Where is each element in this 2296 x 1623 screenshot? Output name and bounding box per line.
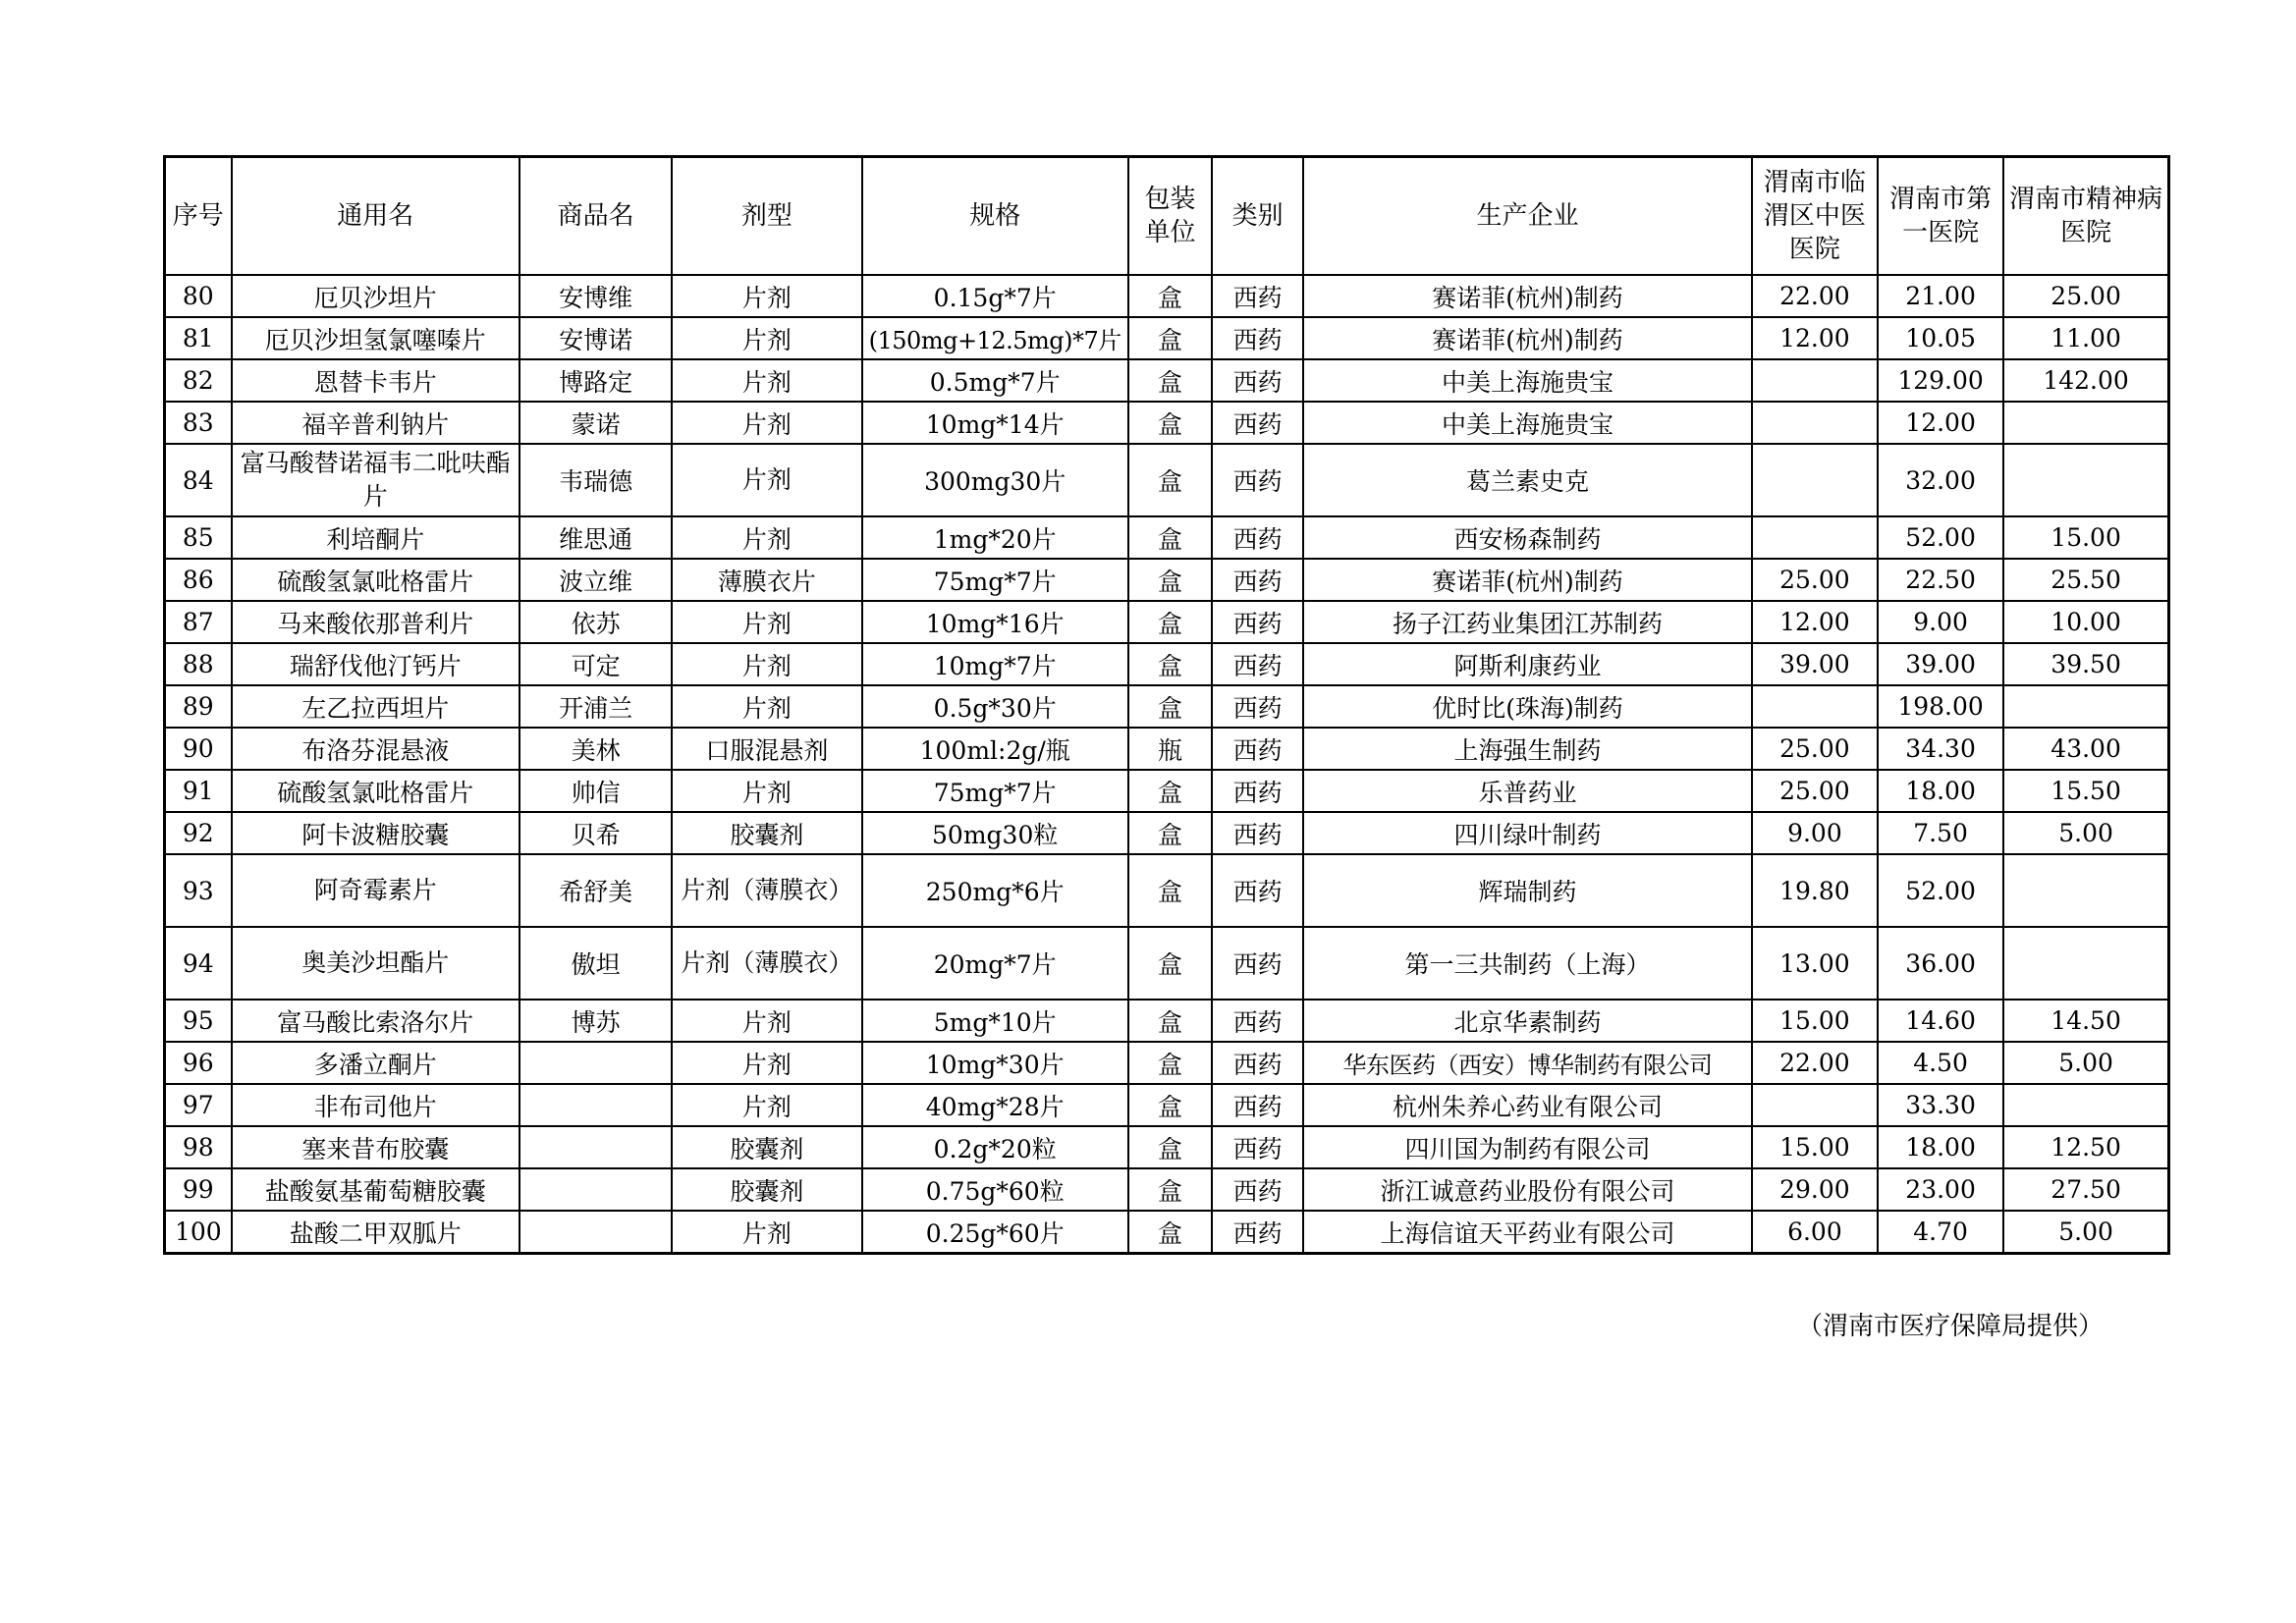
cell-package-unit: 盒 — [1128, 359, 1212, 402]
cell-brand-name: 希舒美 — [519, 854, 672, 927]
cell-price-first-hospital: 14.60 — [1878, 1000, 2003, 1042]
cell-price-psychiatric: 14.50 — [2003, 1000, 2168, 1042]
cell-brand-name: 帅信 — [519, 770, 672, 812]
cell-index: 97 — [165, 1084, 232, 1126]
cell-price-first-hospital: 18.00 — [1878, 770, 2003, 812]
cell-generic-name: 瑞舒伐他汀钙片 — [232, 643, 519, 685]
cell-price-first-hospital: 129.00 — [1878, 359, 2003, 402]
cell-category: 西药 — [1212, 1168, 1303, 1211]
cell-package-unit: 盒 — [1128, 1042, 1212, 1084]
cell-dosage-form: 片剂 — [672, 1211, 861, 1254]
cell-category: 西药 — [1212, 927, 1303, 1000]
cell-price-psychiatric: 5.00 — [2003, 1211, 2168, 1254]
cell-category: 西药 — [1212, 559, 1303, 601]
cell-package-unit: 盒 — [1128, 402, 1212, 444]
cell-dosage-form: 片剂 — [672, 1084, 861, 1126]
cell-spec: 75mg*7片 — [862, 770, 1128, 812]
header-dosage-form: 剂型 — [672, 157, 861, 276]
cell-dosage-form: 片剂 — [672, 601, 861, 643]
cell-category: 西药 — [1212, 728, 1303, 770]
cell-brand-name — [519, 1211, 672, 1254]
cell-price-psychiatric: 5.00 — [2003, 812, 2168, 854]
header-row — [165, 157, 2169, 276]
cell-package-unit: 盒 — [1128, 559, 1212, 601]
cell-index: 92 — [165, 812, 232, 854]
cell-generic-name: 非布司他片 — [232, 1084, 519, 1126]
cell-dosage-form: 胶囊剂 — [672, 1168, 861, 1211]
cell-price-linwei-tcm: 6.00 — [1752, 1211, 1878, 1254]
cell-price-psychiatric: 15.00 — [2003, 516, 2168, 559]
cell-price-linwei-tcm: 25.00 — [1752, 728, 1878, 770]
cell-package-unit: 盒 — [1128, 643, 1212, 685]
cell-category: 西药 — [1212, 402, 1303, 444]
cell-price-first-hospital: 32.00 — [1878, 444, 2003, 516]
cell-generic-name: 奥美沙坦酯片 — [232, 927, 519, 1000]
cell-dosage-form: 片剂 — [672, 402, 861, 444]
cell-brand-name: 蒙诺 — [519, 402, 672, 444]
cell-price-psychiatric — [2003, 444, 2168, 516]
header-spec: 规格 — [862, 157, 1128, 276]
table-row — [165, 359, 2169, 402]
cell-price-linwei-tcm: 9.00 — [1752, 812, 1878, 854]
cell-manufacturer: 四川绿叶制药 — [1303, 812, 1752, 854]
cell-manufacturer: 辉瑞制药 — [1303, 854, 1752, 927]
cell-price-psychiatric — [2003, 927, 2168, 1000]
cell-brand-name — [519, 1084, 672, 1126]
cell-package-unit: 盒 — [1128, 1000, 1212, 1042]
cell-dosage-form: 口服混悬剂 — [672, 728, 861, 770]
cell-price-first-hospital: 198.00 — [1878, 685, 2003, 728]
cell-brand-name: 安博维 — [519, 275, 672, 317]
cell-category: 西药 — [1212, 516, 1303, 559]
cell-index: 86 — [165, 559, 232, 601]
cell-manufacturer: 中美上海施贵宝 — [1303, 359, 1752, 402]
header-hospital-psychiatric: 渭南市精神病医院 — [2003, 157, 2168, 276]
cell-manufacturer: 华东医药（西安）博华制药有限公司 — [1303, 1042, 1752, 1084]
cell-category: 西药 — [1212, 1000, 1303, 1042]
cell-price-psychiatric: 25.00 — [2003, 275, 2168, 317]
cell-package-unit: 盒 — [1128, 854, 1212, 927]
cell-brand-name: 博路定 — [519, 359, 672, 402]
cell-index: 100 — [165, 1211, 232, 1254]
cell-category: 西药 — [1212, 317, 1303, 359]
cell-dosage-form: 片剂 — [672, 1042, 861, 1084]
cell-package-unit: 盒 — [1128, 770, 1212, 812]
cell-category: 西药 — [1212, 444, 1303, 516]
cell-manufacturer: 西安杨森制药 — [1303, 516, 1752, 559]
cell-category: 西药 — [1212, 685, 1303, 728]
cell-manufacturer: 中美上海施贵宝 — [1303, 402, 1752, 444]
cell-dosage-form: 片剂 — [672, 685, 861, 728]
cell-manufacturer: 上海强生制药 — [1303, 728, 1752, 770]
cell-package-unit: 盒 — [1128, 1168, 1212, 1211]
cell-brand-name: 安博诺 — [519, 317, 672, 359]
cell-price-first-hospital: 7.50 — [1878, 812, 2003, 854]
cell-brand-name: 可定 — [519, 643, 672, 685]
cell-generic-name: 厄贝沙坦氢氯噻嗪片 — [232, 317, 519, 359]
cell-price-psychiatric: 43.00 — [2003, 728, 2168, 770]
cell-price-first-hospital: 52.00 — [1878, 854, 2003, 927]
cell-manufacturer: 赛诺菲(杭州)制药 — [1303, 275, 1752, 317]
table-row — [165, 685, 2169, 728]
cell-price-psychiatric: 5.00 — [2003, 1042, 2168, 1084]
cell-index: 85 — [165, 516, 232, 559]
cell-spec: 0.5mg*7片 — [862, 359, 1128, 402]
cell-price-psychiatric — [2003, 854, 2168, 927]
cell-package-unit: 盒 — [1128, 516, 1212, 559]
cell-index: 89 — [165, 685, 232, 728]
cell-index: 82 — [165, 359, 232, 402]
cell-generic-name: 富马酸比索洛尔片 — [232, 1000, 519, 1042]
cell-price-linwei-tcm: 25.00 — [1752, 770, 1878, 812]
cell-price-linwei-tcm: 12.00 — [1752, 601, 1878, 643]
cell-index: 91 — [165, 770, 232, 812]
cell-spec: 250mg*6片 — [862, 854, 1128, 927]
cell-generic-name: 福辛普利钠片 — [232, 402, 519, 444]
cell-package-unit: 盒 — [1128, 685, 1212, 728]
cell-price-psychiatric: 27.50 — [2003, 1168, 2168, 1211]
cell-index: 99 — [165, 1168, 232, 1211]
cell-manufacturer: 四川国为制药有限公司 — [1303, 1126, 1752, 1168]
cell-index: 84 — [165, 444, 232, 516]
cell-price-first-hospital: 34.30 — [1878, 728, 2003, 770]
table-row — [165, 317, 2169, 359]
cell-generic-name: 阿卡波糖胶囊 — [232, 812, 519, 854]
cell-manufacturer: 上海信谊天平药业有限公司 — [1303, 1211, 1752, 1254]
cell-dosage-form: 片剂 — [672, 770, 861, 812]
cell-dosage-form: 片剂 — [672, 516, 861, 559]
cell-price-first-hospital: 39.00 — [1878, 643, 2003, 685]
cell-price-first-hospital: 18.00 — [1878, 1126, 2003, 1168]
cell-index: 90 — [165, 728, 232, 770]
cell-category: 西药 — [1212, 359, 1303, 402]
cell-generic-name: 盐酸二甲双胍片 — [232, 1211, 519, 1254]
cell-package-unit: 盒 — [1128, 444, 1212, 516]
table-row — [165, 643, 2169, 685]
cell-price-linwei-tcm: 29.00 — [1752, 1168, 1878, 1211]
cell-index: 96 — [165, 1042, 232, 1084]
cell-price-linwei-tcm: 25.00 — [1752, 559, 1878, 601]
cell-price-linwei-tcm: 13.00 — [1752, 927, 1878, 1000]
cell-generic-name: 厄贝沙坦片 — [232, 275, 519, 317]
cell-spec: 5mg*10片 — [862, 1000, 1128, 1042]
cell-generic-name: 富马酸替诺福韦二吡呋酯片 — [232, 444, 519, 516]
cell-generic-name: 左乙拉西坦片 — [232, 685, 519, 728]
cell-price-psychiatric — [2003, 402, 2168, 444]
cell-category: 西药 — [1212, 770, 1303, 812]
cell-price-first-hospital: 4.50 — [1878, 1042, 2003, 1084]
cell-package-unit: 盒 — [1128, 1126, 1212, 1168]
table-row — [165, 1042, 2169, 1084]
cell-brand-name — [519, 1042, 672, 1084]
cell-price-psychiatric: 142.00 — [2003, 359, 2168, 402]
cell-index: 94 — [165, 927, 232, 1000]
cell-spec: 10mg*16片 — [862, 601, 1128, 643]
cell-index: 98 — [165, 1126, 232, 1168]
cell-category: 西药 — [1212, 601, 1303, 643]
cell-spec: 10mg*30片 — [862, 1042, 1128, 1084]
cell-manufacturer: 乐普药业 — [1303, 770, 1752, 812]
cell-category: 西药 — [1212, 854, 1303, 927]
cell-spec: 10mg*14片 — [862, 402, 1128, 444]
cell-brand-name: 依苏 — [519, 601, 672, 643]
cell-spec: 40mg*28片 — [862, 1084, 1128, 1126]
cell-price-linwei-tcm: 15.00 — [1752, 1000, 1878, 1042]
header-hospital-first: 渭南市第一医院 — [1878, 157, 2003, 276]
cell-price-first-hospital: 22.50 — [1878, 559, 2003, 601]
table-row — [165, 728, 2169, 770]
cell-manufacturer: 葛兰素史克 — [1303, 444, 1752, 516]
cell-brand-name: 维思通 — [519, 516, 672, 559]
cell-price-first-hospital: 4.70 — [1878, 1211, 2003, 1254]
cell-generic-name: 硫酸氢氯吡格雷片 — [232, 559, 519, 601]
cell-price-linwei-tcm: 39.00 — [1752, 643, 1878, 685]
table-row — [165, 1211, 2169, 1254]
cell-dosage-form: 片剂 — [672, 359, 861, 402]
cell-manufacturer: 优时比(珠海)制药 — [1303, 685, 1752, 728]
cell-price-linwei-tcm: 15.00 — [1752, 1126, 1878, 1168]
cell-brand-name: 傲坦 — [519, 927, 672, 1000]
table-row — [165, 559, 2169, 601]
footer-source-note: （渭南市医疗保障局提供） — [1796, 1312, 2104, 1341]
header-brand-name: 商品名 — [519, 157, 672, 276]
cell-generic-name: 盐酸氨基葡萄糖胶囊 — [232, 1168, 519, 1211]
cell-category: 西药 — [1212, 1126, 1303, 1168]
cell-price-first-hospital: 21.00 — [1878, 275, 2003, 317]
cell-spec: 50mg30粒 — [862, 812, 1128, 854]
cell-package-unit: 盒 — [1128, 927, 1212, 1000]
cell-price-first-hospital: 9.00 — [1878, 601, 2003, 643]
table-row — [165, 854, 2169, 927]
cell-package-unit: 盒 — [1128, 812, 1212, 854]
table-row — [165, 927, 2169, 1000]
cell-manufacturer: 北京华素制药 — [1303, 1000, 1752, 1042]
cell-dosage-form: 片剂 — [672, 1000, 861, 1042]
cell-price-psychiatric — [2003, 1084, 2168, 1126]
cell-index: 88 — [165, 643, 232, 685]
table-row — [165, 812, 2169, 854]
cell-category: 西药 — [1212, 1042, 1303, 1084]
cell-index: 81 — [165, 317, 232, 359]
cell-brand-name: 美林 — [519, 728, 672, 770]
cell-package-unit: 盒 — [1128, 1211, 1212, 1254]
cell-spec: 300mg30片 — [862, 444, 1128, 516]
cell-price-psychiatric: 11.00 — [2003, 317, 2168, 359]
cell-dosage-form: 片剂（薄膜衣） — [672, 854, 861, 927]
cell-category: 西药 — [1212, 812, 1303, 854]
cell-brand-name: 贝希 — [519, 812, 672, 854]
cell-generic-name: 马来酸依那普利片 — [232, 601, 519, 643]
cell-manufacturer: 杭州朱养心药业有限公司 — [1303, 1084, 1752, 1126]
header-generic-name: 通用名 — [232, 157, 519, 276]
cell-price-linwei-tcm — [1752, 516, 1878, 559]
cell-brand-name — [519, 1168, 672, 1211]
cell-price-first-hospital: 12.00 — [1878, 402, 2003, 444]
cell-package-unit: 盒 — [1128, 317, 1212, 359]
cell-price-first-hospital: 52.00 — [1878, 516, 2003, 559]
cell-generic-name: 阿奇霉素片 — [232, 854, 519, 927]
header-package-unit: 包装单位 — [1128, 157, 1212, 276]
cell-price-psychiatric: 15.50 — [2003, 770, 2168, 812]
cell-spec: 0.15g*7片 — [862, 275, 1128, 317]
table-row — [165, 516, 2169, 559]
cell-manufacturer: 赛诺菲(杭州)制药 — [1303, 317, 1752, 359]
cell-category: 西药 — [1212, 1084, 1303, 1126]
drug-price-table — [163, 155, 2170, 1255]
cell-price-linwei-tcm — [1752, 444, 1878, 516]
cell-package-unit: 盒 — [1128, 601, 1212, 643]
table-row — [165, 402, 2169, 444]
cell-dosage-form: 胶囊剂 — [672, 812, 861, 854]
cell-dosage-form: 胶囊剂 — [672, 1126, 861, 1168]
cell-dosage-form: 片剂 — [672, 643, 861, 685]
cell-category: 西药 — [1212, 643, 1303, 685]
header-index: 序号 — [165, 157, 232, 276]
cell-manufacturer: 浙江诚意药业股份有限公司 — [1303, 1168, 1752, 1211]
cell-price-linwei-tcm: 22.00 — [1752, 1042, 1878, 1084]
cell-price-linwei-tcm — [1752, 685, 1878, 728]
cell-price-linwei-tcm — [1752, 359, 1878, 402]
cell-spec: 0.5g*30片 — [862, 685, 1128, 728]
table-row — [165, 1084, 2169, 1126]
cell-price-psychiatric: 25.50 — [2003, 559, 2168, 601]
header-manufacturer: 生产企业 — [1303, 157, 1752, 276]
cell-price-psychiatric: 12.50 — [2003, 1126, 2168, 1168]
cell-manufacturer: 第一三共制药（上海） — [1303, 927, 1752, 1000]
cell-generic-name: 硫酸氢氯吡格雷片 — [232, 770, 519, 812]
cell-spec: 0.75g*60粒 — [862, 1168, 1128, 1211]
cell-dosage-form: 薄膜衣片 — [672, 559, 861, 601]
cell-generic-name: 多潘立酮片 — [232, 1042, 519, 1084]
cell-category: 西药 — [1212, 1211, 1303, 1254]
table-row — [165, 1168, 2169, 1211]
cell-generic-name: 恩替卡韦片 — [232, 359, 519, 402]
cell-spec: 20mg*7片 — [862, 927, 1128, 1000]
cell-package-unit: 瓶 — [1128, 728, 1212, 770]
cell-price-linwei-tcm — [1752, 1084, 1878, 1126]
cell-index: 83 — [165, 402, 232, 444]
cell-brand-name — [519, 1126, 672, 1168]
cell-index: 80 — [165, 275, 232, 317]
cell-index: 93 — [165, 854, 232, 927]
table-row — [165, 770, 2169, 812]
cell-package-unit: 盒 — [1128, 275, 1212, 317]
cell-brand-name: 开浦兰 — [519, 685, 672, 728]
cell-spec: 0.2g*20粒 — [862, 1126, 1128, 1168]
cell-price-psychiatric: 10.00 — [2003, 601, 2168, 643]
table-row — [165, 444, 2169, 516]
cell-package-unit: 盒 — [1128, 1084, 1212, 1126]
cell-spec: 100ml:2g/瓶 — [862, 728, 1128, 770]
cell-index: 95 — [165, 1000, 232, 1042]
cell-price-psychiatric — [2003, 685, 2168, 728]
cell-price-first-hospital: 36.00 — [1878, 927, 2003, 1000]
table-row — [165, 601, 2169, 643]
cell-price-linwei-tcm — [1752, 402, 1878, 444]
cell-generic-name: 塞来昔布胶囊 — [232, 1126, 519, 1168]
table-row — [165, 1000, 2169, 1042]
cell-price-linwei-tcm: 12.00 — [1752, 317, 1878, 359]
cell-price-first-hospital: 33.30 — [1878, 1084, 2003, 1126]
cell-manufacturer: 阿斯利康药业 — [1303, 643, 1752, 685]
header-category: 类别 — [1212, 157, 1303, 276]
cell-index: 87 — [165, 601, 232, 643]
cell-dosage-form: 片剂 — [672, 275, 861, 317]
cell-manufacturer: 扬子江药业集团江苏制药 — [1303, 601, 1752, 643]
cell-generic-name: 利培酮片 — [232, 516, 519, 559]
cell-price-linwei-tcm: 22.00 — [1752, 275, 1878, 317]
cell-spec: 0.25g*60片 — [862, 1211, 1128, 1254]
cell-price-first-hospital: 10.05 — [1878, 317, 2003, 359]
cell-price-linwei-tcm: 19.80 — [1752, 854, 1878, 927]
cell-price-first-hospital: 23.00 — [1878, 1168, 2003, 1211]
header-hospital-linwei-tcm: 渭南市临渭区中医医院 — [1752, 157, 1878, 276]
cell-generic-name: 布洛芬混悬液 — [232, 728, 519, 770]
cell-manufacturer: 赛诺菲(杭州)制药 — [1303, 559, 1752, 601]
cell-brand-name: 韦瑞德 — [519, 444, 672, 516]
cell-spec: 75mg*7片 — [862, 559, 1128, 601]
cell-price-psychiatric: 39.50 — [2003, 643, 2168, 685]
cell-spec: 1mg*20片 — [862, 516, 1128, 559]
cell-brand-name: 波立维 — [519, 559, 672, 601]
cell-category: 西药 — [1212, 275, 1303, 317]
cell-spec: 10mg*7片 — [862, 643, 1128, 685]
table-row — [165, 275, 2169, 317]
cell-dosage-form: 片剂（薄膜衣） — [672, 927, 861, 1000]
cell-dosage-form: 片剂 — [672, 317, 861, 359]
table-row — [165, 1126, 2169, 1168]
cell-brand-name: 博苏 — [519, 1000, 672, 1042]
cell-spec: (150mg+12.5mg)*7片 — [862, 317, 1128, 359]
cell-dosage-form: 片剂 — [672, 444, 861, 516]
